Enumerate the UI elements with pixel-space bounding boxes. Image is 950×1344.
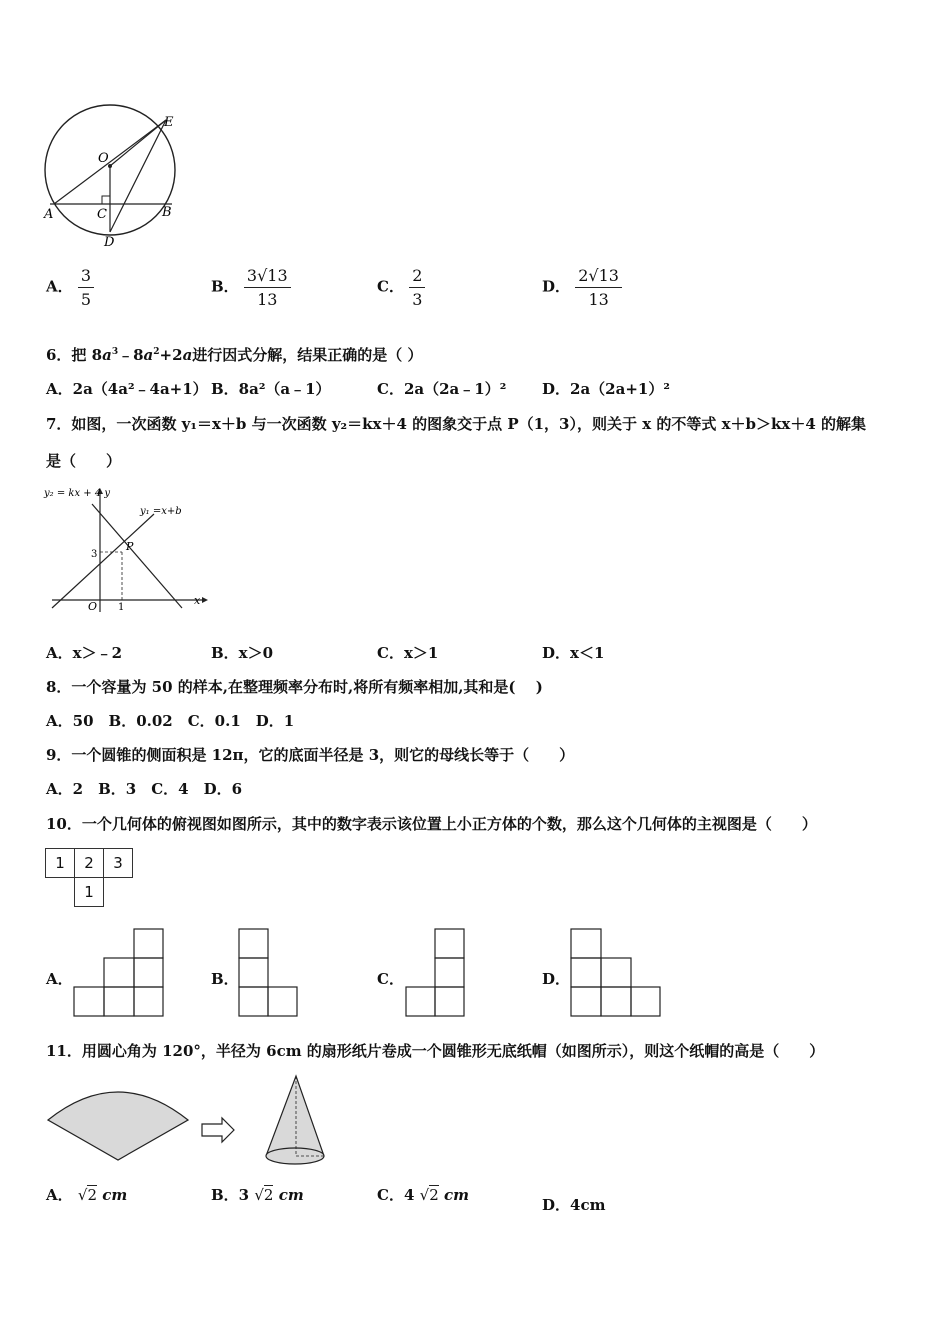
label-O: O — [98, 151, 109, 166]
q10-stem: 10．一个几何体的俯视图如图所示，其中的数字表示该位置上小正方体的个数，那么这个几何体的主视图是（ ） — [46, 815, 817, 833]
q7-option-a: A．x＞﹣2 — [46, 644, 123, 662]
q10-option-b-label: B． — [211, 970, 239, 988]
q10-option-a-label: A． — [46, 970, 73, 988]
top-view-cell: 2 — [75, 849, 104, 878]
label-y1: y₁ =x+b — [140, 506, 182, 517]
linear-functions-graph — [42, 484, 212, 619]
q8-options: A．50 B．0.02 C．0.1 D．1 — [46, 712, 295, 730]
q11-option-d: D．4cm — [542, 1196, 606, 1214]
sector-to-cone-figure — [44, 1072, 334, 1172]
top-view-cell: 3 — [104, 849, 133, 878]
q7-option-b: B．x＞0 — [211, 644, 274, 662]
top-view-cell — [46, 878, 75, 907]
q10-option-d-label: D． — [542, 970, 571, 988]
label-P: P — [126, 540, 134, 553]
q9-stem: 9．一个圆锥的侧面积是 12π，它的底面半径是 3，则它的母线长等于（ ） — [46, 746, 575, 764]
q11-stem: 11．用圆心角为 120°，半径为 6cm 的扇形纸片卷成一个圆锥形无底纸帽（如图所示），则这个纸帽的高是（ ） — [46, 1042, 825, 1060]
label-O: O — [88, 600, 98, 613]
q11-option-a: A． √2 cm — [46, 1186, 128, 1204]
label-1: 1 — [118, 602, 125, 613]
q7-option-c: C．x＞1 — [377, 644, 439, 662]
fraction: $\frac{3}{5}$ — [78, 266, 94, 309]
q6-stem: 6．把 $8a^3﹣8a^2+2a$进行因式分解，结果正确的是（ ） — [46, 346, 423, 364]
q10-option-b-figure — [238, 928, 300, 1018]
q10-option-c-label: C． — [377, 970, 404, 988]
sqrt-expression: √2 — [419, 1186, 439, 1204]
q8-stem: 8．一个容量为 50 的样本,在整理频率分布时,将所有频率相加,其和是( ) — [46, 678, 543, 696]
top-view-grid — [45, 848, 133, 907]
q5-option-d: D． $\frac{2√13}{13}$ — [542, 266, 622, 309]
label-B: B — [162, 205, 172, 220]
label-A: A — [44, 207, 54, 222]
top-view-cell — [104, 878, 133, 907]
sqrt-expression: √2 — [254, 1186, 274, 1204]
label-E: E — [164, 115, 174, 130]
label-y2: y₂ = kx + 4 y — [44, 488, 111, 499]
fraction: $\frac{3√13}{13}$ — [244, 266, 291, 309]
q6-option-a: A．2a（4a²﹣4a+1） — [46, 380, 208, 398]
q9-options: A．2 B．3 C．4 D．6 — [46, 780, 243, 798]
label-3: 3 — [91, 549, 98, 560]
q7-stem-line1: 7．如图，一次函数 y₁＝x＋b 与一次函数 y₂＝kx＋4 的图象交于点 P（1，3），则关于 x 的不等式 x＋b＞kx＋4 的解集 — [46, 415, 867, 433]
q5-option-c: C． $\frac{2}{3}$ — [377, 266, 425, 309]
label-x: x — [194, 594, 201, 607]
sqrt-expression: √2 — [77, 1186, 97, 1204]
fraction: $\frac{2}{3}$ — [409, 266, 425, 309]
q10-option-c-figure — [405, 928, 467, 1018]
top-view-cell: 1 — [46, 849, 75, 878]
q11-option-b: B．3 √2 cm — [211, 1186, 304, 1204]
q7-stem-line2: 是（ ） — [46, 452, 122, 470]
top-view-cell: 1 — [75, 878, 104, 907]
q5-option-b: B． $\frac{3√13}{13}$ — [211, 266, 291, 309]
q6-option-b: B．8a²（a﹣1） — [211, 380, 331, 398]
fraction: $\frac{2√13}{13}$ — [575, 266, 622, 309]
q11-option-c: C．4 √2 cm — [377, 1186, 469, 1204]
q6-option-c: C．2a（2a﹣1）² — [377, 380, 507, 398]
label-D: D — [104, 235, 115, 250]
q10-option-d-figure — [570, 928, 662, 1018]
circle-figure — [40, 100, 185, 250]
q6-option-d: D．2a（2a+1）² — [542, 380, 670, 398]
label-C: C — [97, 207, 107, 222]
q5-option-a: A． $\frac{3}{5}$ — [46, 266, 94, 309]
q10-option-a-figure — [73, 928, 165, 1018]
q7-option-d: D．x＜1 — [542, 644, 605, 662]
